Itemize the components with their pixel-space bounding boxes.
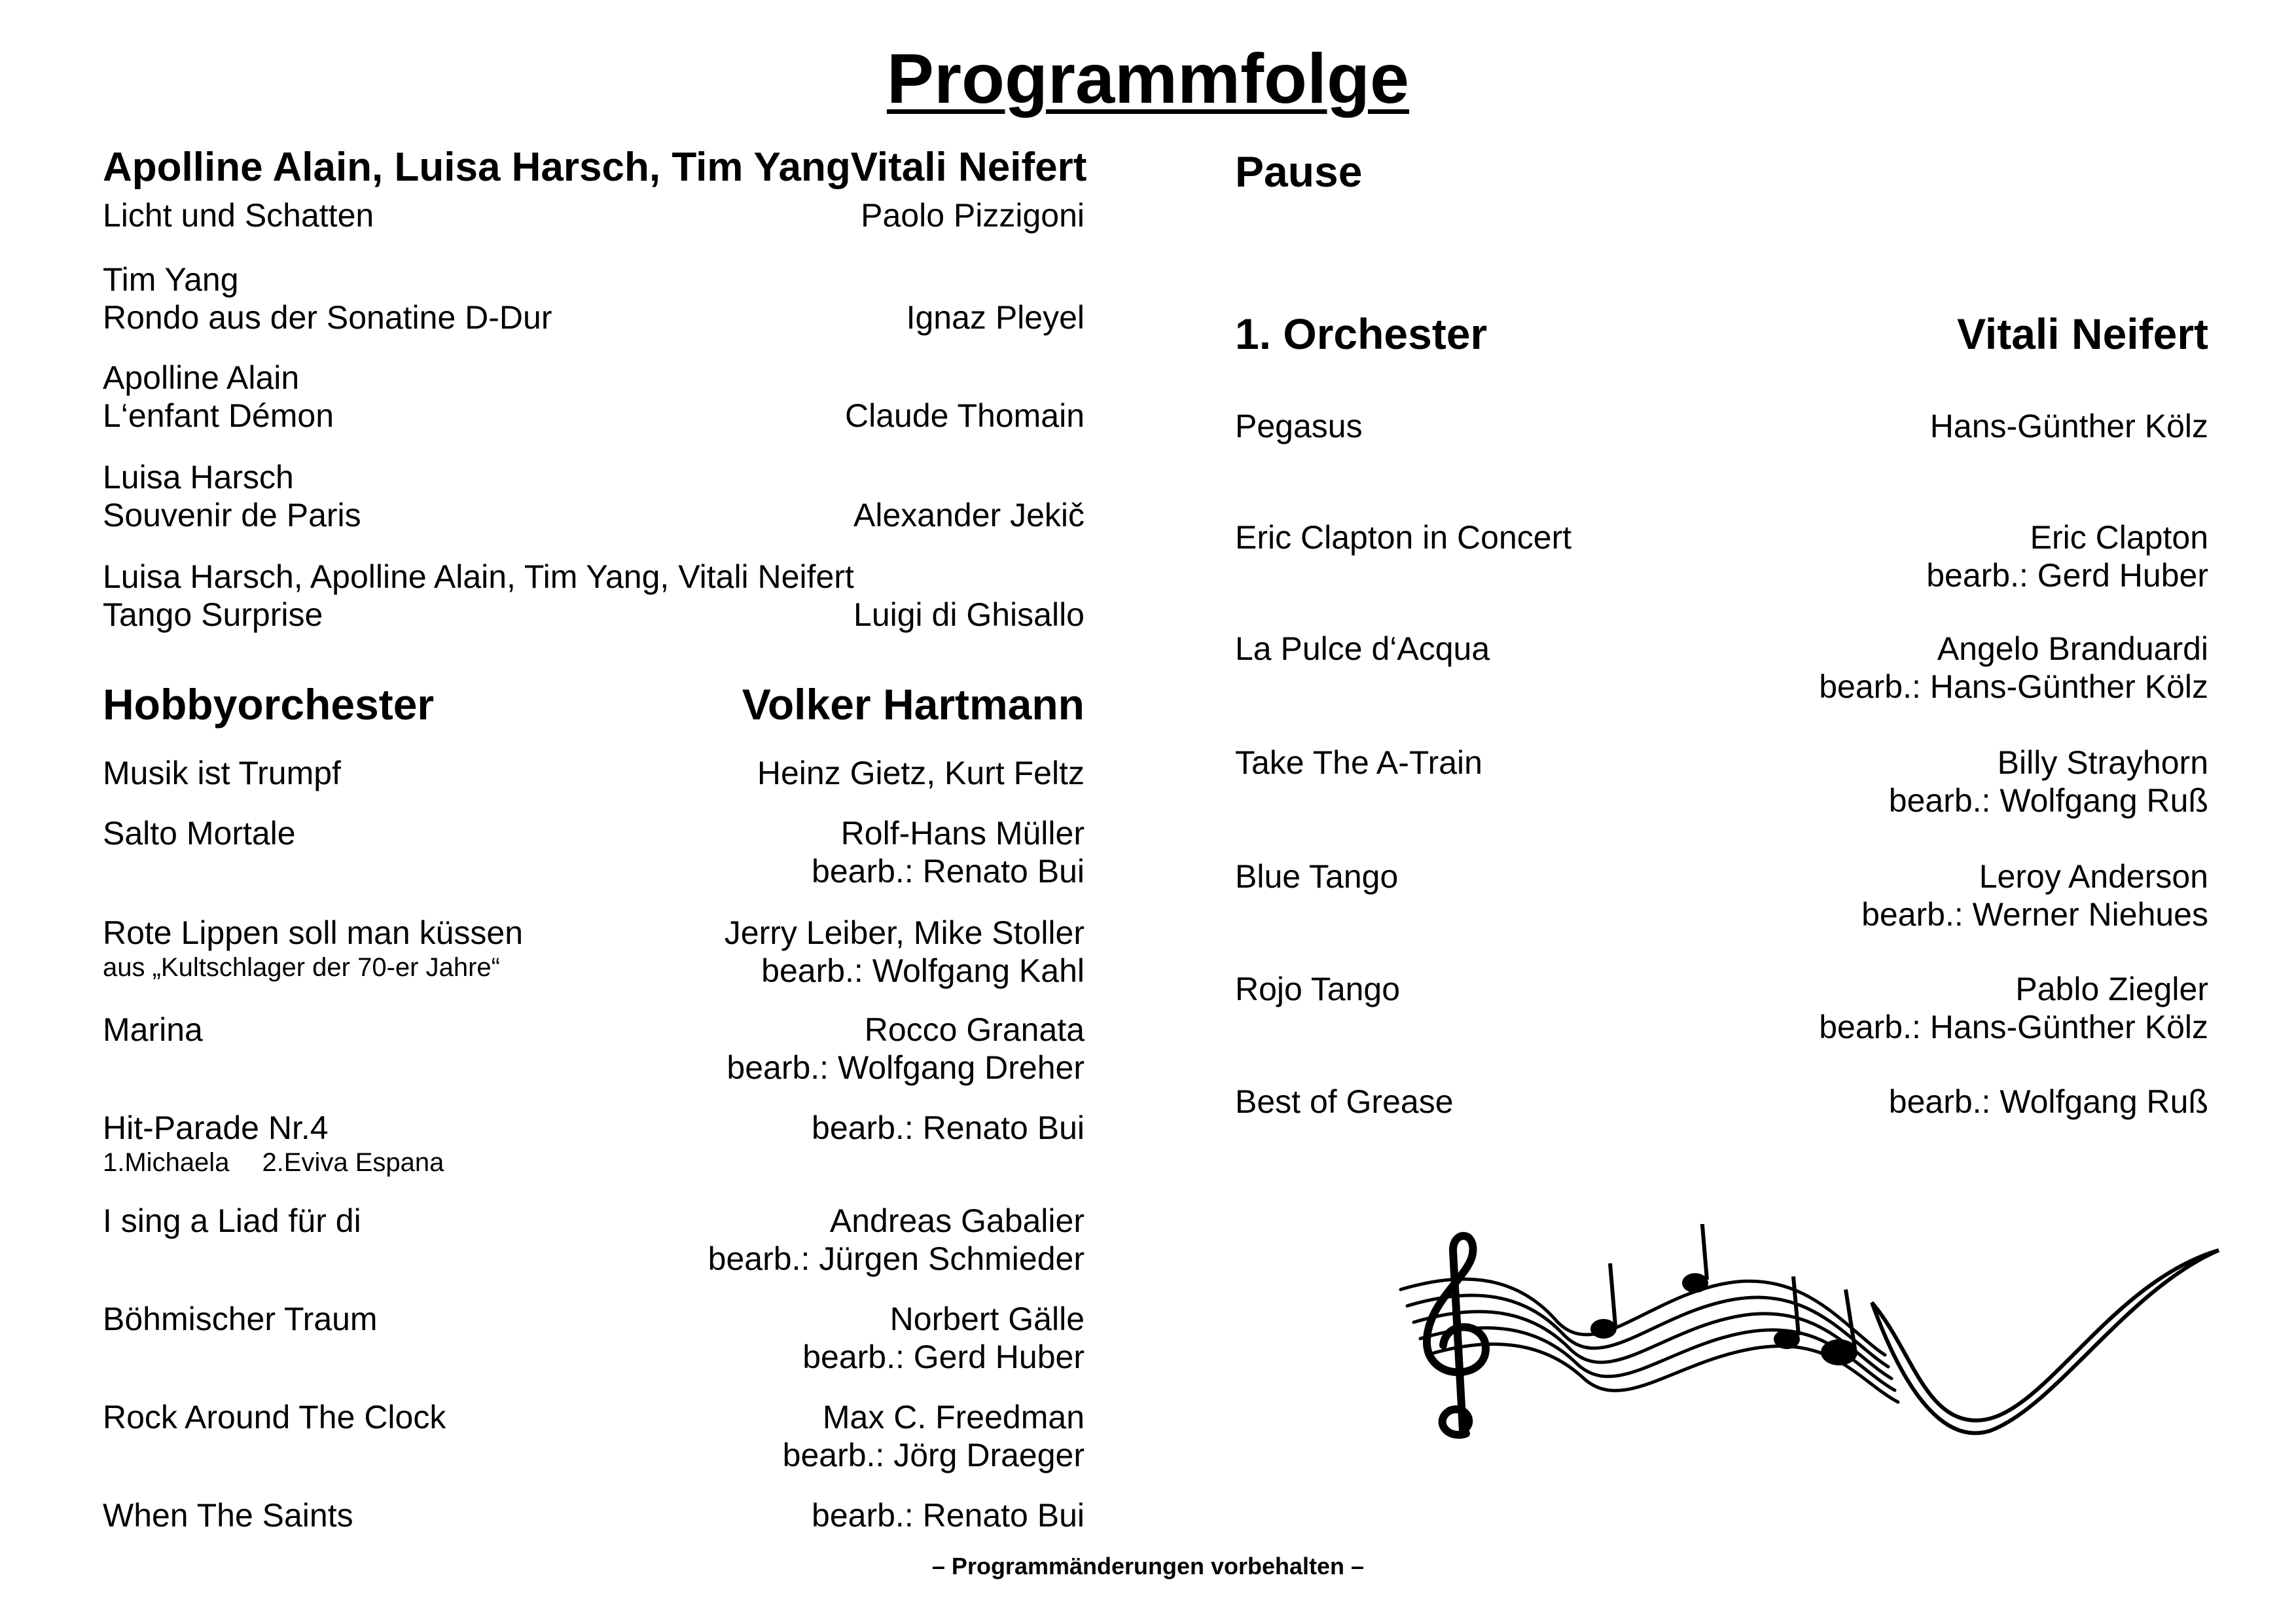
pause-label: Pause — [1235, 147, 1363, 196]
piece-title: Eric Clapton in Concert — [1235, 519, 1572, 556]
piece-composer: bearb.: Renato Bui — [812, 1110, 1085, 1146]
piece-credits — [708, 1202, 1085, 1278]
program-item — [103, 1300, 1085, 1376]
piece-credits — [1889, 744, 2208, 820]
piece-arranger: bearb.: Gerd Huber — [802, 1339, 1085, 1375]
piece-performer: Apolline Alain — [103, 359, 300, 396]
program-item — [1235, 518, 2208, 594]
note-head — [1682, 1273, 1708, 1293]
program-item — [103, 1398, 1085, 1474]
piece-note-part: 1.Michaela — [103, 1148, 230, 1177]
piece-info — [103, 1109, 444, 1178]
piece-composer: Heinz Gietz, Kurt Feltz — [757, 755, 1085, 791]
piece-title: Marina — [103, 1011, 203, 1048]
piece-composer: Jerry Leiber, Mike Stoller — [724, 914, 1085, 951]
piece-arranger: bearb.: Renato Bui — [812, 853, 1085, 890]
orchestra-title: 1. Orchester — [1235, 310, 1488, 358]
piece-arranger: bearb.: Hans-Günther Kölz — [1819, 1009, 2208, 1045]
piece-title: Rock Around The Clock — [103, 1399, 446, 1435]
program-item — [103, 1496, 1085, 1534]
program-item — [1235, 857, 2208, 933]
piece-composer: Claude Thomain — [845, 397, 1085, 434]
piece-credits — [1819, 970, 2208, 1046]
piece-title: Hit-Parade Nr.4 — [103, 1110, 329, 1146]
hobby-header — [103, 678, 1085, 731]
orchestra-lead: Vitali Neifert — [1957, 310, 2208, 358]
program-item — [103, 914, 1085, 990]
piece-title: Musik ist Trumpf — [103, 755, 341, 791]
program-item — [103, 359, 1085, 397]
piece-title: L‘enfant Démon — [103, 397, 334, 434]
program-item — [103, 596, 1085, 634]
program-item — [103, 496, 1085, 534]
piece-credits — [783, 1398, 1085, 1474]
pause-heading — [1235, 145, 2208, 198]
piece-composer: Luigi di Ghisallo — [853, 596, 1085, 633]
hobby-lead: Volker Hartmann — [742, 680, 1085, 729]
program-item — [1235, 970, 2208, 1046]
piece-credits — [1861, 857, 2208, 933]
piece-performer: Luisa Harsch, Apolline Alain, Tim Yang, Vitali Neifert — [103, 558, 854, 595]
program-item — [103, 261, 1085, 298]
piece-composer: Max C. Freedman — [822, 1399, 1085, 1435]
piece-title: Salto Mortale — [103, 815, 296, 852]
piece-title: Rote Lippen soll man küssen — [103, 914, 524, 951]
program-item — [103, 1202, 1085, 1278]
piece-composer: Leroy Anderson — [1979, 858, 2208, 895]
program-item — [103, 1011, 1085, 1087]
program-item — [103, 397, 1085, 435]
piece-title: I sing a Liad für di — [103, 1202, 361, 1239]
piece-credits — [812, 814, 1085, 890]
piece-title: When The Saints — [103, 1497, 353, 1534]
note-head — [1590, 1319, 1617, 1339]
piece-composer: Eric Clapton — [2030, 519, 2208, 556]
piece-title: Blue Tango — [1235, 858, 1399, 895]
ensemble-header — [103, 143, 1085, 192]
piece-arranger: bearb.: Hans-Günther Kölz — [1819, 668, 2208, 705]
piece-composer: Paolo Pizzigoni — [861, 197, 1085, 234]
piece-title: La Pulce d‘Acqua — [1235, 630, 1490, 667]
piece-composer: Rolf-Hans Müller — [840, 815, 1085, 852]
piece-composer: Alexander Jekič — [853, 497, 1085, 533]
hobby-title: Hobbyorchester — [103, 680, 435, 729]
program-item — [1235, 630, 2208, 706]
piece-composer: Norbert Gälle — [889, 1301, 1085, 1337]
piece-arranger: bearb.: Gerd Huber — [1926, 557, 2208, 594]
piece-composer: Ignaz Pleyel — [906, 299, 1085, 336]
left-column — [103, 0, 1085, 1571]
piece-note-part: 2.Eviva Espana — [262, 1148, 444, 1177]
piece-title: Best of Grease — [1235, 1083, 1454, 1120]
program-item — [103, 298, 1085, 336]
piece-title: Take The A-Train — [1235, 744, 1482, 781]
program-item — [103, 1109, 1085, 1178]
piece-composer: Pablo Ziegler — [2015, 971, 2208, 1007]
piece-arranger: bearb.: Wolfgang Kahl — [761, 952, 1085, 989]
staff-lines — [1401, 1279, 1898, 1402]
program-item — [103, 558, 1085, 596]
piece-composer: bearb.: Renato Bui — [812, 1497, 1085, 1534]
note-head — [1821, 1339, 1857, 1365]
piece-title: Souvenir de Paris — [103, 497, 361, 533]
piece-composer: Angelo Branduardi — [1937, 630, 2208, 667]
ensemble-title: Apolline Alain, Luisa Harsch, Tim Yang — [103, 145, 851, 190]
orchestra-header — [1235, 308, 2208, 360]
page-title: Programmfolge — [886, 39, 1410, 118]
piece-title: Böhmischer Traum — [103, 1301, 378, 1337]
piece-performer: Luisa Harsch — [103, 459, 294, 496]
piece-composer: bearb.: Wolfgang Ruß — [1888, 1083, 2208, 1120]
piece-arranger: bearb.: Jörg Draeger — [782, 1437, 1085, 1473]
piece-credits — [1926, 518, 2208, 594]
piece-credits — [725, 914, 1085, 990]
piece-composer: Andreas Gabalier — [829, 1202, 1085, 1239]
piece-title: Rondo aus der Sonatine D-Dur — [103, 299, 552, 336]
program-item — [1235, 744, 2208, 820]
program-item — [1235, 407, 2208, 445]
piece-info — [103, 914, 523, 983]
piece-composer: Billy Strayhorn — [1997, 744, 2208, 781]
piece-credits — [1819, 630, 2208, 706]
piece-arranger: bearb.: Jürgen Schmieder — [708, 1240, 1085, 1277]
piece-title: Rojo Tango — [1235, 971, 1401, 1007]
note-head — [1774, 1329, 1800, 1349]
program-item — [103, 814, 1085, 890]
piece-arranger: bearb.: Wolfgang Ruß — [1888, 782, 2208, 819]
piece-note: aus „Kultschlager der 70-er Jahre“ — [103, 953, 500, 982]
flowing-ribbon — [1872, 1250, 2219, 1433]
piece-title: Pegasus — [1235, 408, 1363, 444]
piece-arranger: bearb.: Werner Niehues — [1861, 896, 2208, 933]
piece-title: Tango Surprise — [103, 596, 323, 633]
piece-note — [103, 1147, 444, 1178]
piece-composer: Rocco Granata — [864, 1011, 1085, 1048]
piece-arranger: bearb.: Wolfgang Dreher — [726, 1049, 1085, 1086]
piece-credits — [802, 1300, 1085, 1376]
footer-note: – Programmänderungen vorbehalten – — [931, 1553, 1365, 1579]
program-item — [103, 458, 1085, 496]
program-item — [103, 754, 1085, 792]
ensemble-lead: Vitali Neifert — [850, 145, 1087, 190]
program-item — [103, 196, 1085, 234]
program-item — [1235, 1083, 2208, 1121]
piece-credits — [726, 1011, 1085, 1087]
piece-performer: Tim Yang — [103, 261, 239, 298]
piece-title: Licht und Schatten — [103, 197, 374, 234]
piece-composer: Hans-Günther Kölz — [1929, 408, 2208, 444]
music-notes-illustration — [1388, 1224, 2225, 1460]
